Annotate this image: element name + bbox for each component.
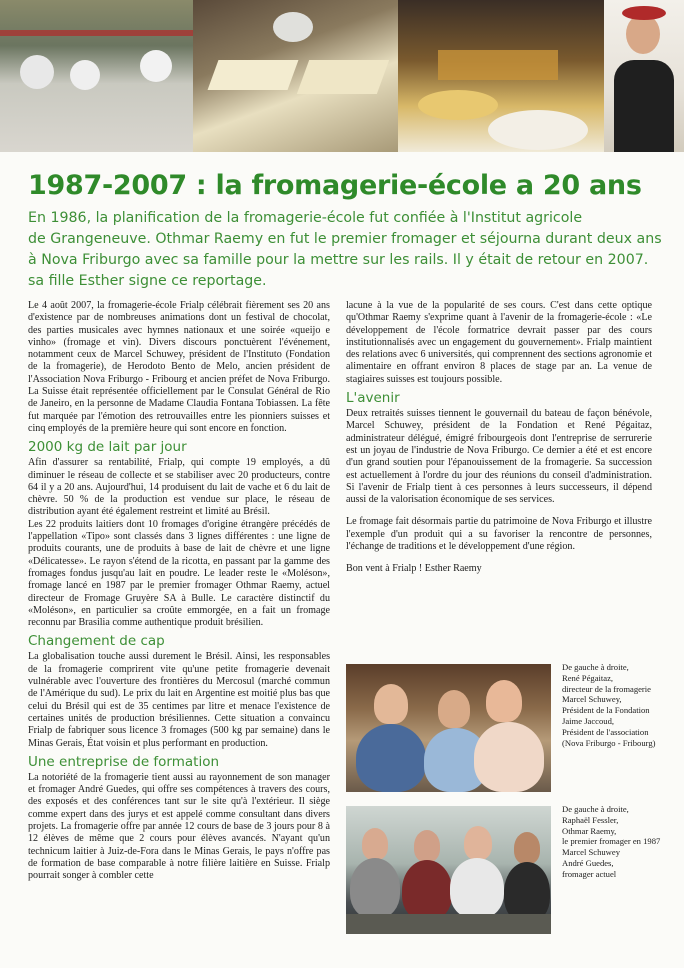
- caption-line: Président de la Fondation: [562, 705, 650, 716]
- photo-cheese-workers: [0, 0, 193, 152]
- lead-line: de Grangeneuve. Othmar Raemy en fut le premier fromager et séjourna durant deux ans: [28, 231, 662, 247]
- lead-line: En 1986, la planification de la fromagerie-école fut confiée à l'Institut agricole: [28, 210, 583, 226]
- caption-line: le premier fromager en 1987: [562, 836, 661, 847]
- header-photo-strip: [0, 0, 684, 152]
- subheading-lait: 2000 kg de lait par jour: [28, 439, 187, 456]
- caption-line: Jaime Jaccoud,: [562, 715, 615, 726]
- paragraph-formation: La notoriété de la fromagerie tient aussi au rayonnement de son manager et fromager André Guedes, qui offre ses compétences à travers des cours, des exposés et des conférences tant sur le site qu'à l'extérieur. Il siège comme expert dans des jurys et est appelé comme consultant dans divers projets. La fromagerie offre par année 12 cours de base de 3 jours pour 8 à 12 élèves de même que 2 cours pour élèves avancés. N'ayant qu'un technicum laitier à Juiz-de-Fora dans le Minas Gerais, le pays n'offre pas de formation de base comparable à notre filière laitière en Suisse. Frialp pourrait songer à combler cette: [28, 771, 330, 882]
- photo-cheese-display: [398, 0, 604, 152]
- caption-line: Président de l'association: [562, 726, 649, 737]
- lead-line: à Nova Friburgo avec sa famille pour la mettre sur les rails. Il y était de retour en 2007.: [28, 252, 649, 268]
- caption-line: René Pégaitaz,: [562, 672, 614, 683]
- paragraph-patrimoine: Le fromage fait désormais partie du patrimoine de Nova Friburgo et illustre l'exemple d'un produit qui a su favoriser la rencontre de personnes, l'échange de traditions et le développement d'une région.: [346, 516, 652, 553]
- subheading-avenir: L'avenir: [346, 390, 400, 407]
- caption-line: André Guedes,: [562, 857, 614, 868]
- caption-line: De gauche à droite,: [562, 662, 629, 672]
- caption-line: De gauche à droite,: [562, 804, 629, 814]
- caption-line: Othmar Raemy,: [562, 825, 617, 836]
- subheading-cap: Changement de cap: [28, 633, 165, 650]
- caption-line: (Nova Friburgo - Fribourg): [562, 737, 656, 748]
- paragraph-lait-2: Les 22 produits laitiers dont 10 fromages d'origine étrangère précédés de l'appellation «Tipo» sont classés dans 3 lignes différentes : une ligne de produits courants, une de produits à base de lait de chèvre et une ligne «Délicatesse». Le rayon s'étend de la ricotta, en passant par la gamme des fromages fondus jusqu'au lait en poudre. Le leader reste le «Moléson», fromage lancé en 1987 par le premier fromager Othmar Raemy, actuel directeur de Fromage Gruyère SA à Bulle. Le caractère distinctif du «Moléson», en particulier sa croûte emmorgée, en a fait un fromage reconnu par Brasilia comme authentique produit brésilien.: [28, 518, 330, 629]
- paragraph-formation-cont: lacune à la vue de la popularité de ses cours. C'est dans cette optique qu'Othmar Raemy s'exprime quant à l'avenir de la fromagerie-école : «Le développement de l'école formatrice devrait passer par des cours institutionnalisés avec un engagement du gouvernement». Frialp maintient des relations avec 6 universités, qui comprennent des sections agronomie et alimentaire en offrant environ 8 places de stage par an. La venue de stagiaires suisses est toujours possible.: [346, 300, 652, 385]
- photo-woman-serving: [604, 0, 684, 152]
- photo-four-men: [346, 806, 551, 934]
- caption-line: directeur de la fromagerie: [562, 683, 651, 694]
- caption-photo-2: [562, 804, 680, 880]
- column-right: [346, 300, 652, 576]
- signature: Bon vent à Frialp ! Esther Raemy: [346, 563, 482, 575]
- article-lead: [28, 208, 662, 292]
- article-title: 1987-2007 : la fromagerie-école a 20 ans: [28, 170, 642, 201]
- paragraph-cap: La globalisation touche aussi durement le Brésil. Ainsi, les responsables de la fromagerie comprirent vite qu'une petite fromagerie devenait vulnérable avec l'ouverture des frontières du Mercosul (marché commun de l'Amérique du sud). Le prix du lait en Argentine est moitié plus bas que celui du Brésil qui est de 35 centimes par litre et menace l'existence de certaines unités de production brésiliennes. Cette situation a convaincu Frialp de fabriquer sous licence 3 fromages (500 kg par semaine) dans le Minas Gerais, État voisin et plus performant en production.: [28, 651, 330, 749]
- photo-three-men: [346, 664, 551, 792]
- caption-line: Marcel Schuwey,: [562, 694, 622, 705]
- paragraph-avenir: Deux retraités suisses tiennent le gouvernail du bateau de façon bénévole, Marcel Schuwey, président de la Fondation et René Pégaitaz, administrateur délégué, émigré fribourgeois dont l'entreprise de serrurerie est un joyau de l'industrie de Nova Friburgo. Ce dernier a été et est encore d'un grand soutien pour l'épanouissement de la fromagerie. Sa succession est actuellement à l'ordre du jour des réunions du conseil d'administration. Si l'avenir de Frialp tient à ces personnes à leurs successeurs, il dépend aussi de la valorisation économique de ses services.: [346, 408, 652, 506]
- caption-photo-1: [562, 662, 680, 748]
- lead-line: sa fille Esther signe ce reportage.: [28, 273, 267, 289]
- photo-cheese-molds: [193, 0, 398, 152]
- subheading-formation: Une entreprise de formation: [28, 753, 220, 770]
- paragraph-intro: Le 4 août 2007, la fromagerie-école Frialp célébrait fièrement ses 20 ans d'existence par de nombreuses animations dont un festival de chocolat, des parties musicales avec hymnes nationaux et une soirée «queijo e vinho» (fromage et vin). Divers discours ponctuèrent l'événement, notamment ceux de Marcel Schuwey, président de l'Instituto (Fondation de la fromagerie), de Herodoto Bento de Melo, ancien président de l'Association Nova Friburgo - Fribourg et ancien préfet de Nova Friburgo. La Suisse était représentée officiellement par le Consulat Général de Rio de Janeiro, en la personne de Madame Claudia Fontana Tobiassen. La fête fut marquée par l'émotion des retrouvailles entre les pionniers suisses et cinq employés de la première heure qui sont encore en fonction.: [28, 300, 330, 434]
- caption-line: Marcel Schuwey: [562, 847, 620, 858]
- paragraph-lait-1: Afin d'assurer sa rentabilité, Frialp, qui compte 19 employés, a dû diminuer le réseau de collecte et se stabiliser avec 20 producteurs, contre 64 il y a 20 ans. Aujourd'hui, 14 produisent du lait de vache et 6 du lait de chèvre. 50 % de la production est vendue sur place, le réseau de distribution ayant été également restreint et limité au Brésil.: [28, 457, 330, 518]
- caption-line: fromager actuel: [562, 868, 617, 879]
- column-left: [28, 300, 330, 882]
- caption-line: Raphaël Fessler,: [562, 814, 619, 825]
